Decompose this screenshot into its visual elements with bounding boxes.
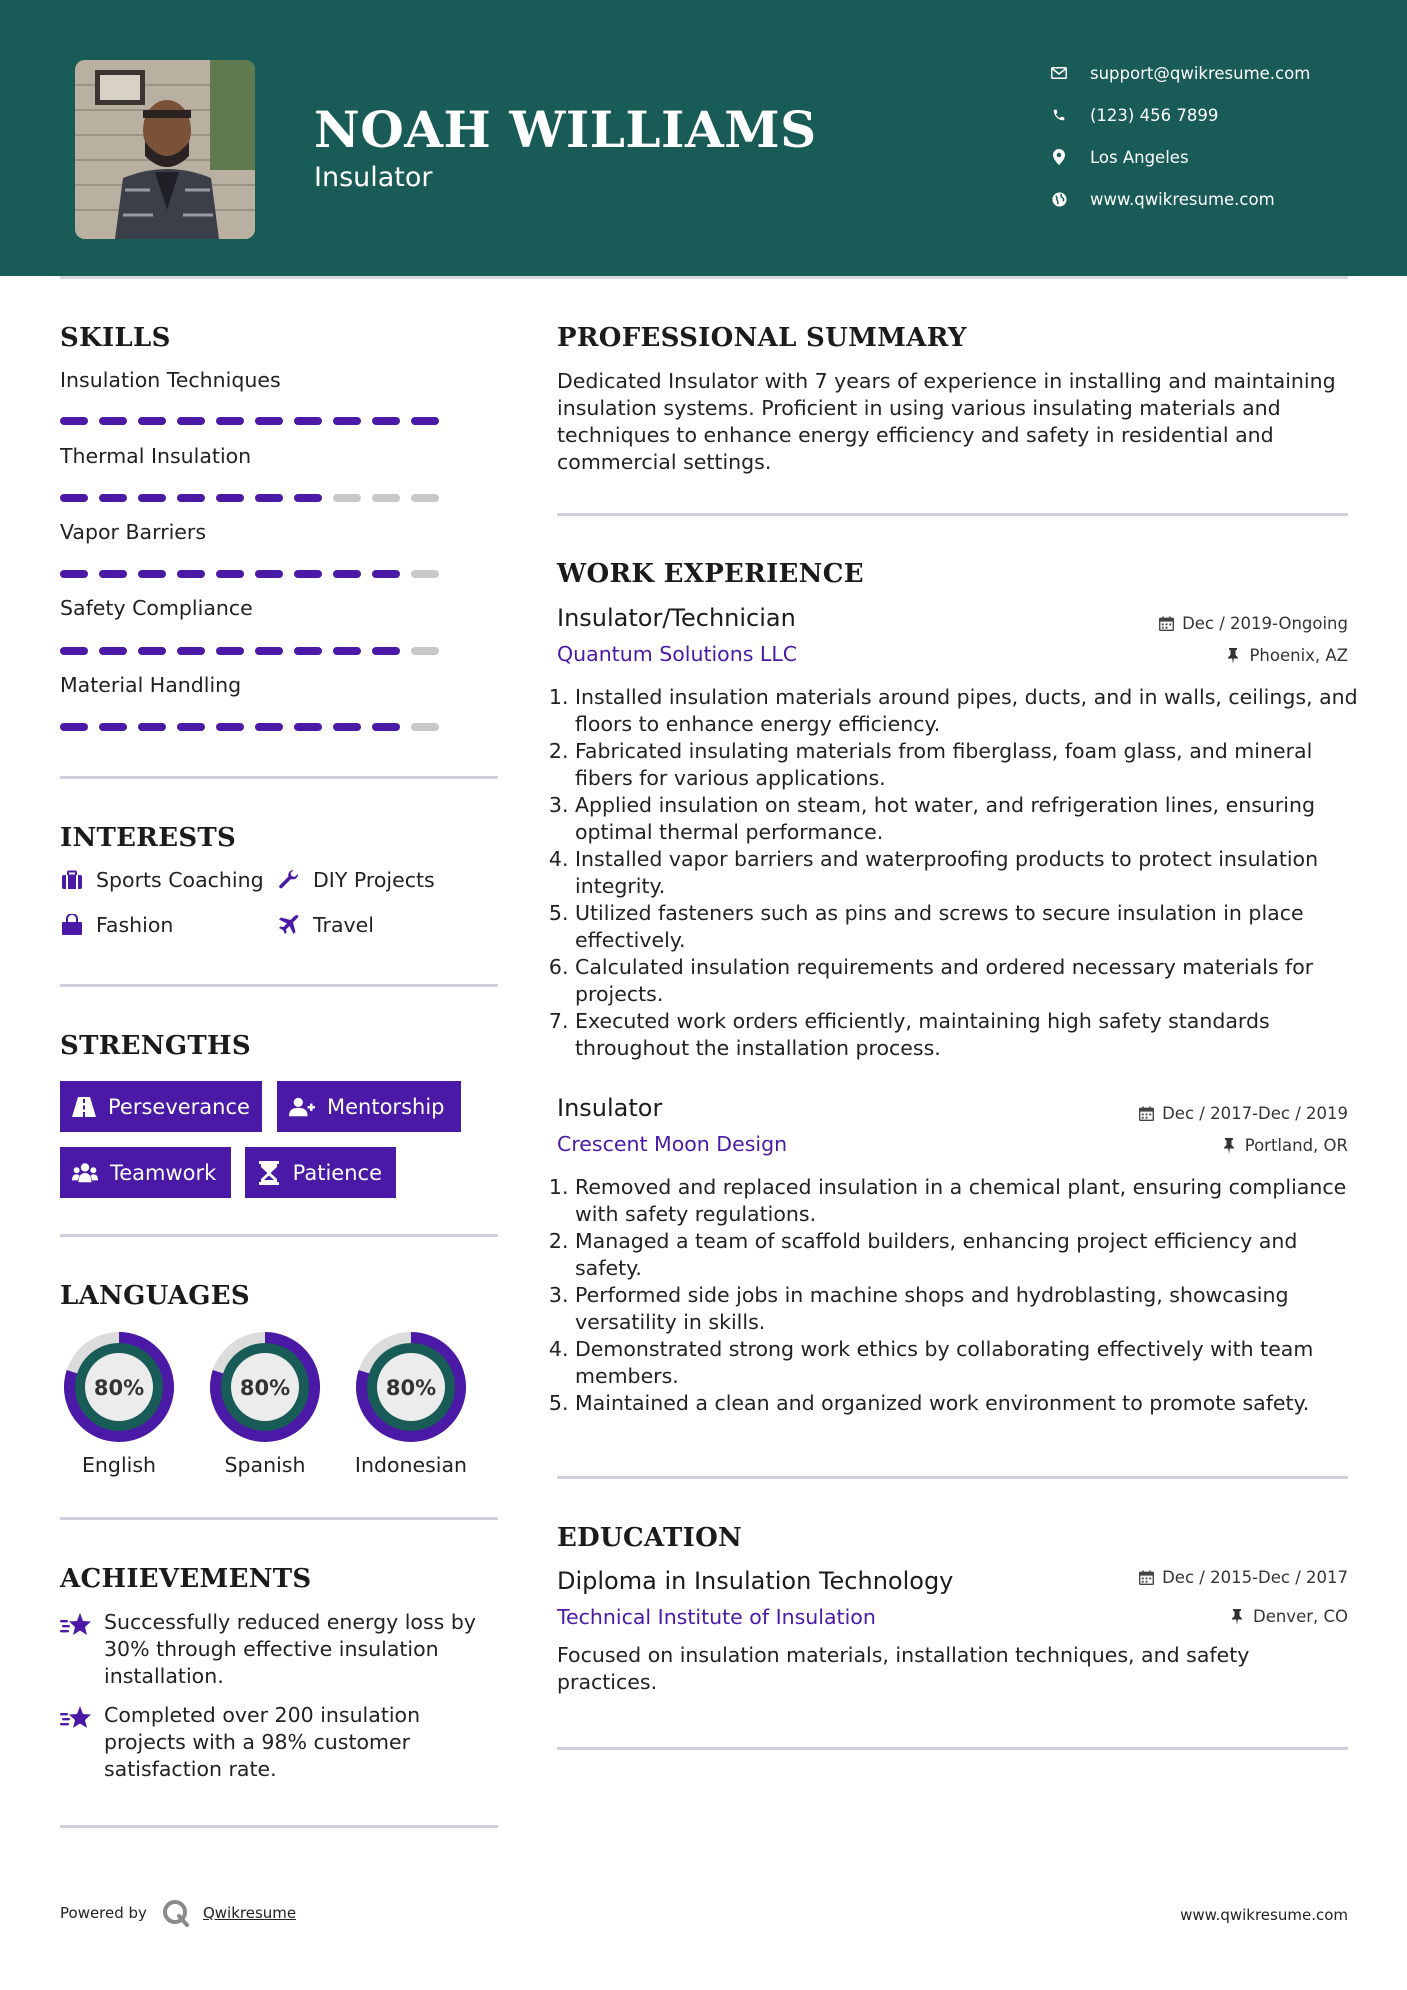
wrench-icon [277, 868, 301, 892]
skill-dot-filled [138, 417, 166, 425]
skill-dot-filled [60, 723, 88, 731]
duty-list [557, 1174, 1365, 1417]
interest-item [60, 868, 264, 892]
skill-dot-filled [177, 570, 205, 578]
education-location-text: Denver, CO [1252, 1607, 1348, 1626]
skill-dot-filled [255, 494, 283, 502]
language-item [203, 1325, 327, 1477]
footer-powered-by [60, 1898, 296, 1928]
language-item [57, 1325, 181, 1477]
strength-label: Patience [292, 1160, 382, 1185]
calendar-icon [1138, 1570, 1154, 1586]
skill-dot-filled [294, 417, 322, 425]
interests-heading: INTERESTS [60, 823, 237, 853]
pushpin-icon [1221, 1138, 1237, 1154]
interest-label: Sports Coaching [96, 868, 264, 892]
section-divider [557, 1476, 1348, 1479]
interest-label: Travel [313, 913, 374, 937]
qwikresume-logo-icon [161, 1898, 191, 1928]
skill-dot-filled [255, 417, 283, 425]
duty-item: 1. Removed and replaced insulation in a chemical plant, ensuring compliance with safety regulations. [575, 1174, 1365, 1228]
skill-dot-filled [99, 570, 127, 578]
skill-label: Vapor Barriers [60, 520, 207, 544]
skill-dot-filled [138, 494, 166, 502]
skill-dot-empty [411, 494, 439, 502]
language-percent: 80% [385, 1376, 437, 1400]
calendar-icon [1138, 1106, 1154, 1122]
achievement-text: Successfully reduced energy loss by 30% through effective insulation installation. [104, 1610, 476, 1688]
job-title: Insulator [557, 1094, 663, 1122]
footer-website[interactable]: www.qwikresume.com [1180, 1906, 1348, 1924]
summary-heading: PROFESSIONAL SUMMARY [557, 323, 967, 353]
achievements-heading: ACHIEVEMENTS [60, 1564, 312, 1594]
company-name: Quantum Solutions LLC [557, 642, 798, 666]
shooting-star-icon [60, 1704, 92, 1732]
skill-dot-filled [60, 494, 88, 502]
section-divider [60, 1234, 498, 1237]
duty-item: 3. Performed side jobs in machine shops and hydroblasting, showcasing versatility in skills. [575, 1282, 1365, 1336]
skill-rating [60, 647, 439, 655]
skill-dot-filled [255, 647, 283, 655]
interest-label: Fashion [96, 913, 174, 937]
skill-dot-filled [99, 417, 127, 425]
strength-badge [60, 1147, 231, 1198]
skill-rating [60, 570, 439, 578]
strength-label: Teamwork [110, 1160, 217, 1185]
strength-label: Mentorship [327, 1094, 445, 1119]
profile-photo [75, 60, 255, 239]
skill-dot-filled [216, 647, 244, 655]
interest-item [60, 913, 173, 937]
skill-label: Material Handling [60, 673, 242, 697]
skill-dot-filled [177, 494, 205, 502]
candidate-role: Insulator [314, 162, 433, 193]
section-divider [60, 1517, 498, 1520]
education-heading: EDUCATION [557, 1523, 743, 1553]
language-item [349, 1325, 473, 1477]
skill-dot-filled [138, 570, 166, 578]
degree-title: Diploma in Insulation Technology [557, 1567, 954, 1595]
achievement-item [60, 1609, 500, 1690]
job-location-text: Portland, OR [1244, 1136, 1348, 1155]
interest-item [277, 868, 435, 892]
skill-dot-filled [333, 570, 361, 578]
skill-dot-filled [294, 570, 322, 578]
skill-label: Insulation Techniques [60, 368, 281, 392]
road-icon [72, 1094, 96, 1120]
job-location-text: Phoenix, AZ [1249, 646, 1348, 665]
duty-item: 3. Applied insulation on steam, hot water, and refrigeration lines, ensuring optimal thermal performance. [575, 792, 1365, 846]
section-divider [60, 1825, 498, 1828]
skill-dot-filled [333, 647, 361, 655]
skill-dot-filled [216, 494, 244, 502]
strength-badge [60, 1081, 262, 1132]
users-icon [72, 1160, 98, 1186]
skill-rating [60, 494, 439, 502]
candidate-name: NOAH WILLIAMS [314, 100, 817, 159]
skill-dot-filled [60, 647, 88, 655]
skill-dot-filled [255, 570, 283, 578]
duty-item: 2. Fabricated insulating materials from fiberglass, foam glass, and mineral fibers for various applications. [575, 738, 1365, 792]
language-name: Spanish [224, 1453, 306, 1477]
skill-dot-filled [177, 723, 205, 731]
job-date [1158, 614, 1348, 633]
skill-dot-empty [411, 570, 439, 578]
section-divider [60, 776, 498, 779]
duty-item: 6. Calculated insulation requirements and ordered necessary materials for projects. [575, 954, 1365, 1008]
envelope-icon [1050, 64, 1068, 82]
resume-header [0, 0, 1407, 276]
job-title: Insulator/Technician [557, 604, 796, 632]
education-date [1138, 1568, 1348, 1587]
skill-dot-filled [255, 723, 283, 731]
summary-text: Dedicated Insulator with 7 years of experience in installing and maintaining insulation systems. Proficient in using various insulating materials and techniques to enhance energy efficiency and safety in residential and commercial settings. [557, 369, 1336, 474]
duty-item: 2. Managed a team of scaffold builders, enhancing project efficiency and safety. [575, 1228, 1365, 1282]
company-name: Crescent Moon Design [557, 1132, 788, 1156]
section-divider [60, 984, 498, 987]
section-divider [557, 1747, 1348, 1750]
skill-dot-filled [99, 494, 127, 502]
phone-icon [1050, 106, 1068, 124]
skill-dot-filled [216, 723, 244, 731]
language-donut [57, 1325, 181, 1449]
contact-email-text: support@qwikresume.com [1090, 63, 1311, 83]
job-location [1225, 646, 1348, 665]
skill-dot-filled [294, 647, 322, 655]
contact-list [1050, 52, 1380, 220]
contact-phone[interactable] [1050, 94, 1380, 136]
language-percent: 80% [93, 1376, 145, 1400]
globe-icon [1050, 190, 1068, 208]
skill-dot-filled [372, 647, 400, 655]
skill-dot-filled [216, 570, 244, 578]
strengths-heading: STRENGTHS [60, 1031, 251, 1061]
skill-dot-empty [372, 494, 400, 502]
job-date-text: Dec / 2019-Ongoing [1182, 614, 1348, 633]
skills-heading: SKILLS [60, 323, 171, 353]
skill-dot-filled [60, 570, 88, 578]
experience-heading: WORK EXPERIENCE [557, 559, 864, 589]
skill-dot-filled [60, 417, 88, 425]
skill-dot-filled [99, 723, 127, 731]
strength-label: Perseverance [108, 1094, 250, 1119]
achievement-item [60, 1702, 500, 1783]
language-donut [203, 1325, 327, 1449]
duty-item: 4. Demonstrated strong work ethics by collaborating effectively with team members. [575, 1336, 1365, 1390]
job-date-text: Dec / 2017-Dec / 2019 [1162, 1104, 1348, 1123]
duty-list [557, 684, 1365, 1062]
hourglass-icon [257, 1160, 281, 1186]
skill-dot-filled [294, 723, 322, 731]
contact-website[interactable] [1050, 178, 1380, 220]
contact-phone-text: (123) 456 7899 [1090, 105, 1219, 125]
skill-dot-empty [411, 723, 439, 731]
skill-dot-filled [372, 417, 400, 425]
pushpin-icon [1229, 1609, 1245, 1625]
languages-heading: LANGUAGES [60, 1281, 250, 1311]
education-location [1229, 1607, 1348, 1626]
job-date [1138, 1104, 1348, 1123]
skill-label: Safety Compliance [60, 596, 253, 620]
skill-rating [60, 723, 439, 731]
contact-location-text: Los Angeles [1090, 147, 1189, 167]
skill-dot-empty [411, 647, 439, 655]
school-name: Technical Institute of Insulation [557, 1605, 876, 1629]
language-name: English [81, 1453, 157, 1477]
contact-location [1050, 136, 1380, 178]
brand-link[interactable]: Qwikresume [202, 1904, 297, 1922]
plane-icon [277, 913, 301, 937]
skill-dot-filled [294, 494, 322, 502]
skill-dot-filled [177, 417, 205, 425]
calendar-icon [1158, 616, 1174, 632]
education-date-text: Dec / 2015-Dec / 2017 [1162, 1568, 1348, 1587]
achievement-text: Completed over 200 insulation projects with a 98% customer satisfaction rate. [104, 1703, 421, 1781]
interest-label: DIY Projects [313, 868, 435, 892]
skill-dot-filled [411, 417, 439, 425]
skill-label: Thermal Insulation [60, 444, 252, 468]
skill-dot-filled [216, 417, 244, 425]
skill-dot-filled [177, 647, 205, 655]
user-plus-icon [289, 1094, 315, 1120]
skill-dot-filled [333, 723, 361, 731]
header-divider [60, 276, 1348, 279]
contact-website-text: www.qwikresume.com [1090, 189, 1275, 209]
briefcase-icon [60, 868, 84, 892]
duty-item: 7. Executed work orders efficiently, maintaining high safety standards throughout the installation process. [575, 1008, 1365, 1062]
job-location [1221, 1136, 1348, 1155]
contact-email[interactable] [1050, 52, 1380, 94]
duty-item: 5. Utilized fasteners such as pins and screws to secure insulation in place effectively. [575, 900, 1365, 954]
pushpin-icon [1225, 648, 1241, 664]
duty-item: 4. Installed vapor barriers and waterproofing products to protect insulation integrity. [575, 846, 1365, 900]
language-name: Indonesian [354, 1453, 468, 1477]
strength-badge [245, 1147, 396, 1198]
language-donut [349, 1325, 473, 1449]
skill-dot-filled [99, 647, 127, 655]
powered-by-text: Powered by [60, 1904, 147, 1922]
duty-item: 1. Installed insulation materials around pipes, ducts, and in walls, ceilings, and floors to enhance energy efficiency. [575, 684, 1365, 738]
shopping-bag-icon [60, 913, 84, 937]
language-percent: 80% [239, 1376, 291, 1400]
interest-item [277, 913, 374, 937]
skill-dot-filled [333, 417, 361, 425]
strength-badge [277, 1081, 461, 1132]
education-description: Focused on insulation materials, installation techniques, and safety practices. [557, 1643, 1250, 1694]
skill-dot-empty [333, 494, 361, 502]
skill-dot-filled [138, 647, 166, 655]
map-marker-icon [1050, 148, 1068, 166]
section-divider [557, 513, 1348, 516]
duty-item: 5. Maintained a clean and organized work environment to promote safety. [575, 1390, 1365, 1417]
skill-dot-filled [372, 723, 400, 731]
skill-rating [60, 417, 439, 425]
shooting-star-icon [60, 1611, 92, 1639]
skill-dot-filled [138, 723, 166, 731]
skill-dot-filled [372, 570, 400, 578]
